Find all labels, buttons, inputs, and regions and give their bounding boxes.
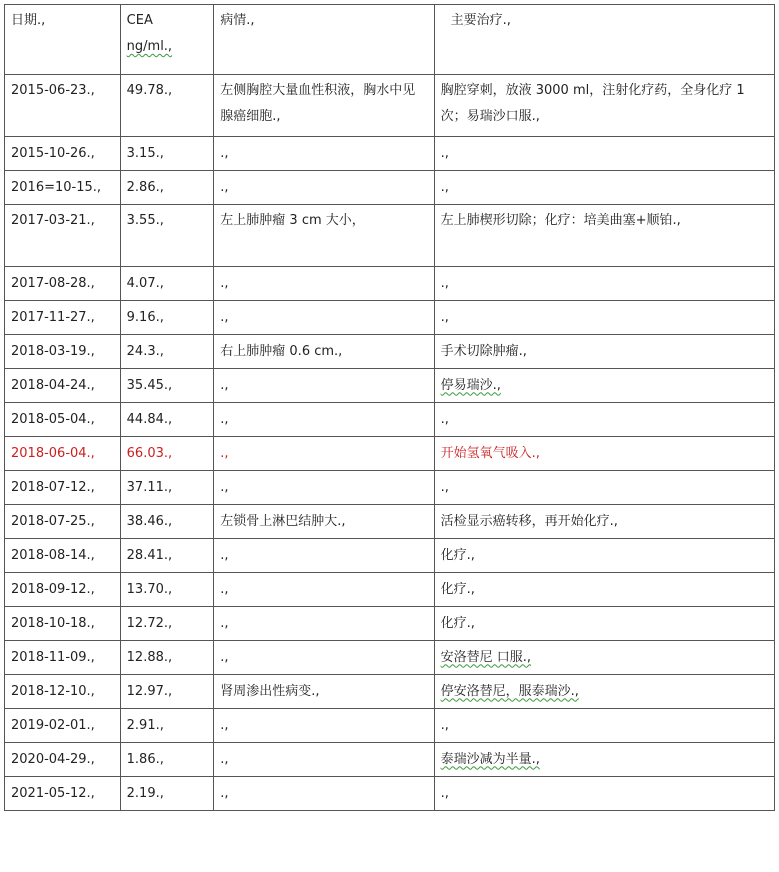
cell-treatment: ., [434,471,774,505]
cell-condition: ., [214,607,434,641]
cell-cea: 66.03., [120,437,214,471]
cell-condition: ., [214,471,434,505]
cell-treatment: 胸腔穿刺，放液 3000 ml，注射化疗药，全身化疗 1 次；易瑞沙口服., [434,75,774,137]
cell-cea: 12.88., [120,641,214,675]
cell-date: 2018-03-19., [5,335,121,369]
cell-date: 2018-05-04., [5,403,121,437]
cell-cea: 37.11., [120,471,214,505]
cell-date: 2015-06-23., [5,75,121,137]
cell-condition: ., [214,539,434,573]
header-date: 日期., [5,5,121,75]
cell-date: 2018-07-12., [5,471,121,505]
cell-condition: ., [214,171,434,205]
header-condition: 病情., [214,5,434,75]
cell-treatment: 泰瑞沙减为半量., [434,743,774,777]
table-row [5,777,775,811]
cell-date: 2016=10-15., [5,171,121,205]
cell-date: 2021-05-12., [5,777,121,811]
cell-treatment: 化疗., [434,539,774,573]
cell-condition: ., [214,137,434,171]
cell-date: 2017-11-27., [5,301,121,335]
table-row [5,267,775,301]
header-cea [120,5,214,75]
cell-treatment: ., [434,137,774,171]
cell-cea: 24.3., [120,335,214,369]
cell-condition: 左锁骨上淋巴结肿大., [214,505,434,539]
table-row-highlighted [5,437,775,471]
table-row [5,743,775,777]
cell-treatment: 停易瑞沙., [434,369,774,403]
table-row [5,205,775,267]
cell-condition: ., [214,641,434,675]
cell-date: 2018-10-18., [5,607,121,641]
cell-condition: 肾周渗出性病变., [214,675,434,709]
table-row [5,301,775,335]
cell-condition: ., [214,437,434,471]
table-row [5,403,775,437]
table-header-row [5,5,775,75]
table-row [5,675,775,709]
cell-condition: ., [214,573,434,607]
cell-date: 2018-11-09., [5,641,121,675]
table-row [5,573,775,607]
table-row [5,471,775,505]
cell-date: 2017-08-28., [5,267,121,301]
table-row [5,539,775,573]
cell-cea: 2.86., [120,171,214,205]
cell-condition: ., [214,403,434,437]
cell-cea: 12.72., [120,607,214,641]
cell-date: 2018-04-24., [5,369,121,403]
cell-treatment: ., [434,777,774,811]
cell-condition: ., [214,301,434,335]
cell-date: 2019-02-01., [5,709,121,743]
table-row [5,505,775,539]
document-page [4,4,775,811]
table-row [5,607,775,641]
cell-treatment: ., [434,301,774,335]
cell-treatment: ., [434,171,774,205]
cea-treatment-table [4,4,775,811]
cell-treatment: 活检显示癌转移，再开始化疗., [434,505,774,539]
cell-condition: 左侧胸腔大量血性积液，胸水中见腺癌细胞., [214,75,434,137]
header-treatment: 主要治疗., [434,5,774,75]
cell-cea: 28.41., [120,539,214,573]
cell-treatment: ., [434,709,774,743]
table-row [5,369,775,403]
cell-treatment: 安洛替尼 口服., [434,641,774,675]
cell-condition: ., [214,709,434,743]
cell-treatment: 化疗., [434,573,774,607]
cell-cea: 13.70., [120,573,214,607]
cell-cea: 4.07., [120,267,214,301]
cell-cea: 38.46., [120,505,214,539]
cell-date: 2015-10-26., [5,137,121,171]
cell-cea: 12.97., [120,675,214,709]
cell-condition: ., [214,267,434,301]
cell-cea: 2.19., [120,777,214,811]
cell-cea: 35.45., [120,369,214,403]
cell-treatment: 手术切除肿瘤., [434,335,774,369]
cell-treatment: 左上肺楔形切除；化疗：培美曲塞+顺铂., [434,205,774,267]
header-cea-label: CEA [126,13,153,28]
cell-condition: ., [214,743,434,777]
cell-date: 2018-09-12., [5,573,121,607]
cell-condition: ., [214,369,434,403]
cell-date: 2018-12-10., [5,675,121,709]
cell-cea: 2.91., [120,709,214,743]
cell-date: 2018-06-04., [5,437,121,471]
cell-treatment: 化疗., [434,607,774,641]
cell-treatment: 开始氢氧气吸入., [434,437,774,471]
cell-treatment: ., [434,403,774,437]
cell-date: 2018-08-14., [5,539,121,573]
cell-date: 2020-04-29., [5,743,121,777]
cell-cea: 1.86., [120,743,214,777]
cell-date: 2018-07-25., [5,505,121,539]
table-row [5,709,775,743]
cell-cea: 49.78., [120,75,214,137]
cell-treatment: 停安洛替尼，服泰瑞沙., [434,675,774,709]
cell-date: 2017-03-21., [5,205,121,267]
table-row [5,335,775,369]
cell-condition: 右上肺肿瘤 0.6 cm., [214,335,434,369]
cell-condition: ., [214,777,434,811]
cell-cea: 44.84., [120,403,214,437]
cell-treatment: ., [434,267,774,301]
table-row [5,641,775,675]
cell-cea: 3.55., [120,205,214,267]
cell-cea: 3.15., [120,137,214,171]
table-row [5,75,775,137]
header-cea-unit: ng/ml., [126,39,173,54]
table-row [5,137,775,171]
cell-cea: 9.16., [120,301,214,335]
table-row [5,171,775,205]
cell-condition: 左上肺肿瘤 3 cm 大小， [214,205,434,267]
